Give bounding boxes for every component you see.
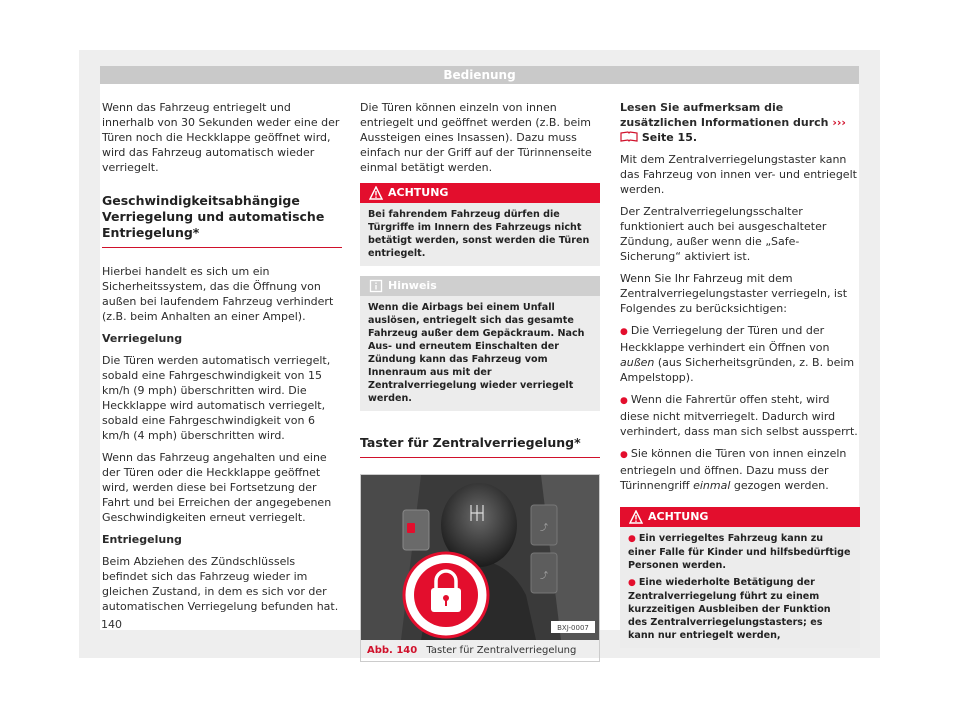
- section-heading: Taster für Zentralverriegelung*: [360, 435, 600, 458]
- warning-triangle-icon: [369, 186, 383, 200]
- note-title: Hinweis: [388, 279, 437, 292]
- section-heading: Geschwindigkeitsabhängige Verriegelung und automatische Entriegelung*: [102, 193, 342, 248]
- bullet-text: Sie können die Türen von innen einzeln entriegeln und öffnen. Dazu muss der Türinnengriff: [620, 447, 847, 492]
- warning-box: [360, 183, 600, 266]
- figure-number: Abb. 140: [367, 645, 418, 656]
- bullet-icon: ●: [620, 396, 628, 406]
- paragraph: Wenn Sie Ihr Fahrzeug mit dem Zentralverriegelungstaster verriegeln, ist Folgendes zu berücksichtigen:: [620, 272, 848, 315]
- warning-header: [360, 183, 600, 203]
- warning-bullet-text: Ein verriegeltes Fahrzeug kann zu einer Falle für Kinder und hilfsbedürftige Personen werden.: [628, 533, 851, 571]
- column-3: [620, 100, 860, 658]
- section-header: Bedienung: [100, 66, 859, 84]
- bullet-icon: ●: [620, 450, 628, 460]
- subheading: Entriegelung: [102, 533, 182, 546]
- bullet-icon: ●: [620, 327, 628, 337]
- bullet-item: [620, 446, 860, 493]
- note-box: [360, 276, 600, 411]
- note-header: [360, 276, 600, 296]
- intro-text: Lesen Sie aufmerksam die zusätzlichen Informationen durch: [620, 101, 829, 129]
- paragraph: Hierbei handelt es sich um ein Sicherheitssystem, das die Öffnung von außen bei laufendem Fahrzeug verhindert (z.B. beim Anhalten an einer Ampel).: [102, 265, 334, 323]
- figure-caption: [361, 640, 599, 661]
- warning-box: [620, 507, 860, 648]
- figure-code: BXJ-0007: [557, 624, 589, 632]
- cross-reference-link[interactable]: ››› Seite 15: [620, 116, 846, 144]
- paragraph: Wenn das Fahrzeug entriegelt und innerhalb von 30 Sekunden weder eine der Türen noch die Heckklappe geöffnet wird, wird das Fahrzeug automatisch wieder verriegelt.: [102, 101, 340, 174]
- column-1: [102, 100, 342, 621]
- warning-bullet: [628, 532, 852, 572]
- intro-paragraph: [620, 100, 860, 145]
- warning-title: ACHTUNG: [648, 510, 709, 523]
- paragraph: Die Türen werden automatisch verriegelt, sobald eine Fahrgeschwindigkeit von 15 km/h (9 mph) überschritten wird. Die Heckklappe wird automatisch verriegelt, sobald eine Fahrgeschwindigkeit von 6 km/h (4 mph) überschritten wird.: [102, 354, 331, 442]
- paragraph: Mit dem Zentralverriegelungstaster kann das Fahrzeug von innen ver- und entriegelt werden.: [620, 153, 857, 196]
- figure-caption-text: Taster für Zentralverriegelung: [426, 645, 577, 656]
- bullet-icon: ●: [628, 534, 636, 544]
- warning-body: [620, 527, 860, 648]
- book-icon: [620, 131, 638, 142]
- note-text: Wenn die Airbags bei einem Unfall auslösen, entriegelt sich das gesamte Fahrzeug außer dem Gepäckraum. Nach Aus- und erneutem Einschalten der Zündung kann das Fahrzeug vom Innenraum aus mit der Zentralverriegelung wieder verriegelt werden.: [360, 296, 600, 411]
- svg-text:⤴: ⤴: [540, 523, 548, 532]
- paragraph: Wenn das Fahrzeug angehalten und eine der Türen oder die Heckklappe geöffnet wird, werden diese bei Fortsetzung der Fahrt und bei Erreichen der angegebenen Geschwindigkeiten erneut verriegelt.: [102, 451, 332, 524]
- warning-bullet: [628, 576, 852, 642]
- info-icon: [369, 279, 383, 293]
- bullet-emphasis: außen: [620, 356, 655, 369]
- bullet-icon: ●: [628, 578, 636, 588]
- intro-end: .: [692, 131, 698, 144]
- bullet-item: [620, 323, 860, 385]
- bullet-text: Die Verriegelung der Türen und der Heckklappe verhindert ein Öffnen von: [620, 324, 830, 354]
- svg-text:⤴: ⤴: [540, 571, 548, 580]
- bullet-text: (aus Sicherheitsgründen, z. B. beim Ampelstopp).: [620, 356, 855, 384]
- paragraph: Der Zentralverriegelungsschalter funktioniert auch bei ausgeschalteter Zündung, außer wenn die „Safe-Sicherung“ aktiviert ist.: [620, 205, 827, 263]
- paragraph: Die Türen können einzeln von innen entriegelt und geöffnet werden (z.B. beim Aussteigen eines Insassen). Dazu muss einfach nur der Griff auf der Türinnenseite einmal betätigt werden.: [360, 101, 592, 174]
- bullet-text: Wenn die Fahrertür offen steht, wird diese nicht mitverriegelt. Dadurch wird verhindert, dass man sich selbst aussperrt.: [620, 393, 858, 438]
- bullet-text: gezogen werden.: [730, 479, 829, 492]
- paragraph: Beim Abziehen des Zündschlüssels befindet sich das Fahrzeug wieder im gleichen Zustand, in dem es sich vor der automatischen Verriegelung befunden hat.: [102, 555, 339, 613]
- subheading: Verriegelung: [102, 332, 183, 345]
- warning-header: [620, 507, 860, 527]
- figure-image: [361, 475, 599, 640]
- column-2: [360, 100, 600, 662]
- warning-title: ACHTUNG: [388, 186, 449, 199]
- bullet-emphasis: einmal: [693, 479, 731, 492]
- gear-lever-illustration: [361, 475, 599, 640]
- figure: [360, 474, 600, 662]
- warning-bullet-text: Eine wiederholte Betätigung der Zentralverriegelung führt zu einem kurzzeitigen Ausbleiben der Funktion des Zentralverriegelungstasters; es kann nur entriegelt werden,: [628, 577, 831, 641]
- bullet-item: [620, 392, 860, 439]
- warning-text: Bei fahrendem Fahrzeug dürfen die Türgriffe im Innern des Fahrzeugs nicht betätigt werden, sonst werden die Türen entriegelt.: [360, 203, 600, 266]
- warning-triangle-icon: [629, 510, 643, 524]
- link-text: Seite 15: [641, 131, 693, 144]
- page-number: 140: [101, 618, 122, 631]
